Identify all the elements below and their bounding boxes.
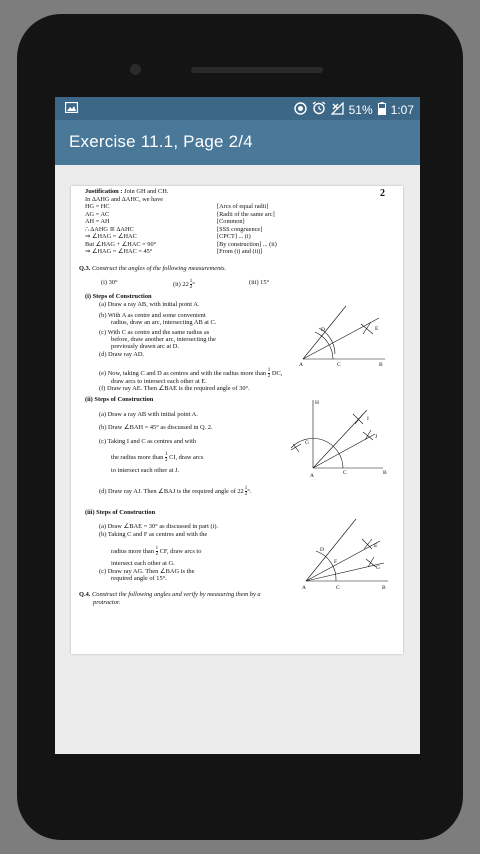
q4-text-cont: protractor. (93, 599, 121, 606)
fig1-label-b: B (379, 362, 383, 368)
fig3-label-g: G (376, 565, 380, 571)
part-i-step-c-cont: before, draw another arc, intersecting the (111, 336, 216, 343)
part-ii-heading: (ii) Steps of Construction (85, 396, 154, 403)
part-iii-heading: (iii) Steps of Construction (85, 509, 156, 516)
q4-label: Q.4. (79, 591, 91, 598)
part-iii-step-b-cont: intersect each other at G. (111, 560, 175, 567)
part-i-step-a: (a) Draw a ray AB, with initial point A. (99, 301, 200, 308)
fig2-label-c: C (343, 470, 347, 476)
proof-reason: [CPCT] ... (i) (217, 233, 251, 240)
earpiece-speaker (191, 67, 323, 73)
figure-22-5-degree (283, 394, 391, 482)
front-camera (130, 64, 141, 75)
q3-option-iii: (iii) 15° (249, 279, 270, 286)
justification-intro: In ΔAHG and ΔAHC, we have (85, 195, 164, 203)
part-ii-step-c-cont: the radius more than $\frac{1}{2}$ CI, draw arcs (111, 452, 204, 463)
proof-reason: [Arcs of equal radii] (217, 203, 269, 210)
fig1-label-d: D (321, 327, 325, 333)
document-page (71, 186, 403, 654)
q3-option-i: (i) 30° (101, 279, 118, 286)
q4-text: Construct the following angles and verify by measuring them by a (91, 591, 261, 598)
q3-option-ii: (ii) 22 $\frac{1}{2}$ ° (173, 279, 195, 290)
part-iii-step-a: (a) Draw ∠BAE = 30° as discussed in part (i). (99, 523, 219, 530)
proof-left: HG = HC (85, 203, 110, 210)
proof-reason: [Common] (217, 218, 245, 225)
justification-heading: Justification : (85, 188, 123, 195)
part-i-step-e-cont: draw arcs to intersect each other at E. (111, 378, 207, 385)
document-viewer[interactable] (55, 165, 420, 754)
battery-percent: 51% (348, 102, 373, 117)
page-title: Exercise 11.1, Page 2/4 (69, 132, 253, 151)
proof-reason: [SSS congruence] (217, 225, 263, 233)
proof-left: ⇒ ∠HAG = ∠HAC (85, 233, 137, 240)
fig2-label-b: B (383, 470, 387, 476)
part-ii-step-d: (d) Draw ray AJ. Then ∠BAJ is the required angle of 22 $\frac{1}{2}$ °. (99, 486, 252, 497)
fig2-label-g: G (305, 440, 309, 446)
part-iii-step-b: (b) Taking C and F as centres and with the (99, 531, 208, 538)
fig3-label-d: D (320, 547, 324, 553)
page-number: 2 (380, 188, 385, 199)
part-i-step-e: (e) Now, taking C and D as centres and with the radius more than $\frac{1}{2}$ DC, (99, 368, 283, 379)
screen (55, 97, 420, 754)
proof-left: But ∠HAG + ∠HAC = 90° (85, 240, 157, 248)
part-i-step-b-cont: radius, draw an arc, intersecting AB at C. (111, 319, 217, 326)
part-i-step-f: (f) Draw ray AE. Then ∠BAE is the required angle of 30°. (99, 385, 250, 392)
fig1-label-e: E (375, 326, 379, 332)
part-i-heading: (i) Steps of Construction (85, 293, 152, 300)
part-i-step-c-cont: previously drawn arc at D. (111, 343, 179, 350)
fig3-label-a: A (302, 585, 306, 591)
fig3-label-c: C (336, 585, 340, 591)
fig2-label-j: J (375, 434, 378, 440)
proof-left: AH = AH (85, 218, 110, 225)
part-iii-step-c-cont: required angle of 15°. (111, 575, 167, 582)
fig2-label-h: H (315, 400, 319, 406)
justification-heading-rest: Join GH and CH. (124, 188, 169, 195)
figure-15-degree (296, 511, 396, 591)
app-bar (55, 120, 420, 165)
image-icon (65, 102, 78, 116)
proof-reason: [From (i) and (ii)] (217, 248, 263, 255)
fig3-label-e: E (374, 543, 378, 549)
proof-reason: [Radii of the same arc] (217, 210, 275, 218)
justification-block (85, 188, 385, 256)
record-icon (294, 102, 307, 118)
part-iii-step-b-cont: radius more than $\frac{1}{2}$ CF, draw arcs to (111, 546, 202, 557)
part-i-step-d: (d) Draw ray AD. (99, 351, 145, 358)
battery-icon (378, 102, 386, 118)
part-ii-step-c: (c) Taking I and C as centres and with (99, 438, 197, 445)
fig2-label-a: A (310, 473, 314, 479)
fig3-label-b: B (382, 585, 386, 591)
status-bar (55, 97, 420, 120)
fig2-label-i: I (367, 416, 369, 422)
proof-left: ∴ ΔAHG ≅ ΔAHC (85, 225, 134, 233)
signal-icon (331, 102, 344, 118)
part-ii-step-c-cont: to intersect each other at J. (111, 467, 180, 474)
figure-30-degree (291, 298, 391, 368)
part-i-step-b: (b) With A as centre and some convenient (99, 312, 206, 319)
part-iii-step-c: (c) Draw ray AG. Then ∠BAG is the (99, 568, 195, 575)
q3-text: Construct the angles of the following measurements. (91, 265, 227, 272)
fig1-label-a: A (299, 362, 303, 368)
clock: 1:07 (390, 102, 414, 117)
proof-reason: [By construction] ... (ii) (217, 240, 277, 248)
proof-left: AG = AC (85, 210, 110, 218)
fig1-label-c: C (337, 362, 341, 368)
alarm-icon (312, 101, 326, 118)
part-ii-step-b: (b) Draw ∠BAH = 45° as discussed in Q. 2. (99, 424, 213, 431)
fig3-label-f: F (334, 559, 338, 565)
q3-label: Q.3. (79, 265, 91, 272)
proof-left: ⇒ ∠HAG = ∠HAC = 45° (85, 248, 153, 255)
part-ii-step-a: (a) Draw a ray AB with initial point A. (99, 411, 198, 418)
part-i-step-c: (c) With C as centre and the same radius as (99, 329, 210, 336)
